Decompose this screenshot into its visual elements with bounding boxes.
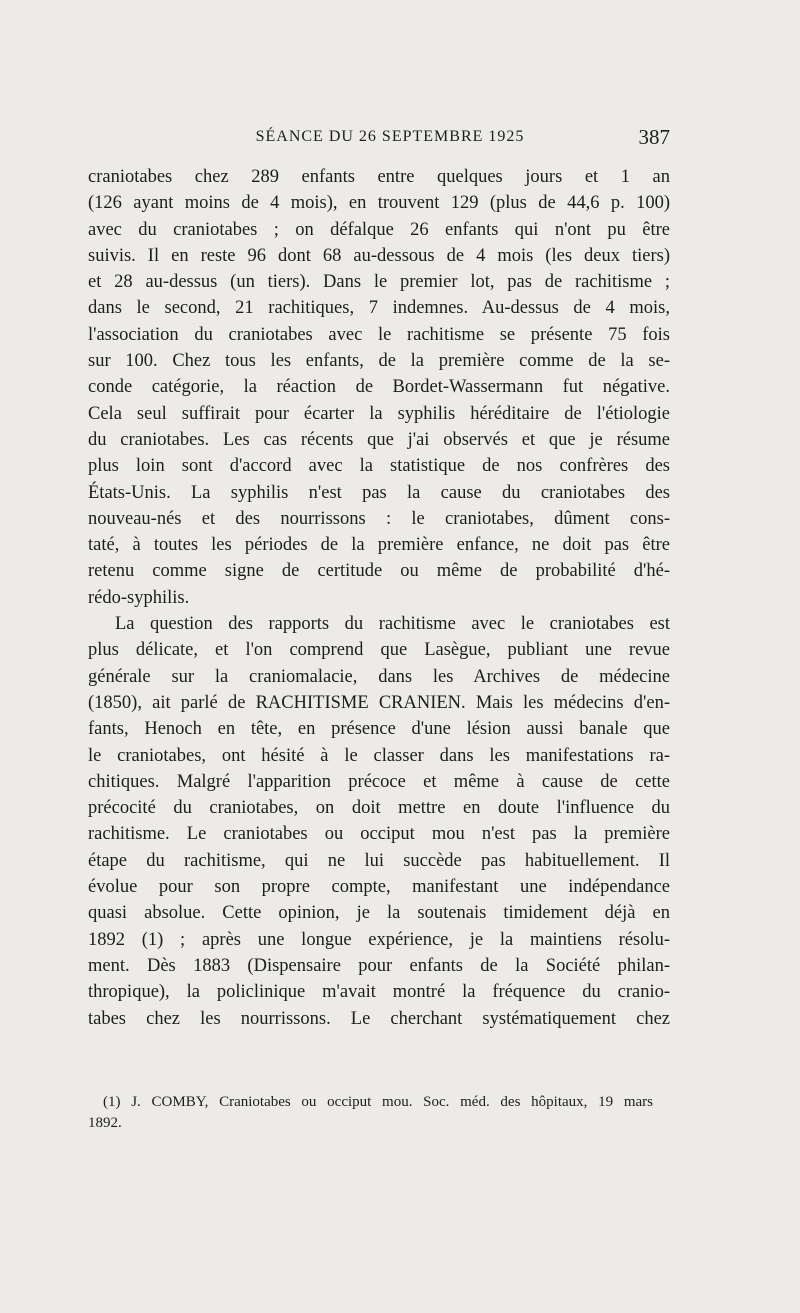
text-line: plus loin sont d'accord avec la statistique de nos confrères des bbox=[88, 456, 670, 477]
text-line: le craniotabes, ont hésité à le classer dans les manifestations ra- bbox=[88, 745, 670, 766]
text-line: étape du rachitisme, qui ne lui succède pas habituellement. Il bbox=[88, 850, 670, 871]
running-title: SÉANCE DU 26 SEPTEMBRE 1925 bbox=[255, 128, 525, 145]
text-line: tabes chez les nourrissons. Le cherchant systématiquement chez bbox=[88, 1008, 670, 1029]
text-line: l'association du craniotabes avec le rachitisme se présente 75 fois bbox=[88, 324, 670, 345]
footnote bbox=[88, 1092, 653, 1134]
text-line: dans le second, 21 rachitiques, 7 indemnes. Au-dessus de 4 mois, bbox=[88, 298, 670, 319]
text-line: Cela seul suffirait pour écarter la syphilis héréditaire de l'étiologie bbox=[88, 403, 670, 424]
text-line: sur 100. Chez tous les enfants, de la première comme de la se- bbox=[88, 351, 670, 372]
text-line: rachitisme. Le craniotabes ou occiput mou n'est pas la première bbox=[88, 824, 670, 845]
text-line: La question des rapports du rachitisme avec le craniotabes est bbox=[115, 614, 670, 635]
footnote-divider bbox=[88, 1082, 218, 1083]
text-line: quasi absolue. Cette opinion, je la soutenais timidement déjà en bbox=[88, 903, 670, 924]
text-line: taté, à toutes les périodes de la première enfance, ne doit pas être bbox=[88, 535, 670, 556]
page-header bbox=[110, 125, 670, 155]
text-line: suivis. Il en reste 96 dont 68 au-dessous de 4 mois (les deux tiers) bbox=[88, 245, 670, 266]
text-line: craniotabes chez 289 enfants entre quelques jours et 1 an bbox=[88, 167, 670, 187]
text-line: 1892 (1) ; après une longue expérience, je la maintiens résolu- bbox=[88, 929, 670, 950]
text-line: générale sur la craniomalacie, dans les Archives de médecine bbox=[88, 666, 670, 687]
text-line: nouveau-nés et des nourrissons : le craniotabes, dûment cons- bbox=[88, 508, 670, 529]
text-line: du craniotabes. Les cas récents que j'ai observés et que je résume bbox=[88, 429, 670, 450]
text-line: chitiques. Malgré l'apparition précoce et même à cause de cette bbox=[88, 771, 670, 792]
text-line: (1850), ait parlé de RACHITISME CRANIEN. Mais les médecins d'en- bbox=[88, 692, 670, 713]
footnote-line: (1) J. COMBY, Craniotabes ou occiput mou. Soc. méd. des hôpitaux, 19 mars bbox=[103, 1094, 653, 1110]
text-line: thropique), la policlinique m'avait montré la fréquence du cranio- bbox=[88, 982, 670, 1003]
footnote-line: 1892. bbox=[88, 1115, 122, 1131]
text-line: et 28 au-dessus (un tiers). Dans le premier lot, pas de rachitisme ; bbox=[88, 272, 670, 293]
text-line: (126 ayant moins de 4 mois), en trouvent 129 (plus de 44,6 p. 100) bbox=[88, 193, 670, 214]
body-text bbox=[88, 164, 670, 1032]
text-line: plus délicate, et l'on comprend que Lasègue, publiant une revue bbox=[88, 640, 670, 661]
text-line: rédo-syphilis. bbox=[88, 587, 190, 608]
text-line: conde catégorie, la réaction de Bordet-Wassermann fut négative. bbox=[88, 377, 670, 398]
text-line: avec du craniotabes ; on défalque 26 enfants qui n'ont pu être bbox=[88, 219, 670, 240]
text-line: précocité du craniotabes, on doit mettre en doute l'influence du bbox=[88, 798, 670, 819]
text-line: retenu comme signe de certitude ou même de probabilité d'hé- bbox=[88, 561, 670, 582]
text-line: fants, Henoch en tête, en présence d'une lésion aussi banale que bbox=[88, 719, 670, 740]
text-line: ment. Dès 1883 (Dispensaire pour enfants de la Société philan- bbox=[88, 955, 670, 976]
text-line: États-Unis. La syphilis n'est pas la cause du craniotabes des bbox=[88, 482, 670, 503]
text-line: évolue pour son propre compte, manifestant une indépendance bbox=[88, 877, 670, 898]
page-number: 387 bbox=[638, 125, 670, 149]
